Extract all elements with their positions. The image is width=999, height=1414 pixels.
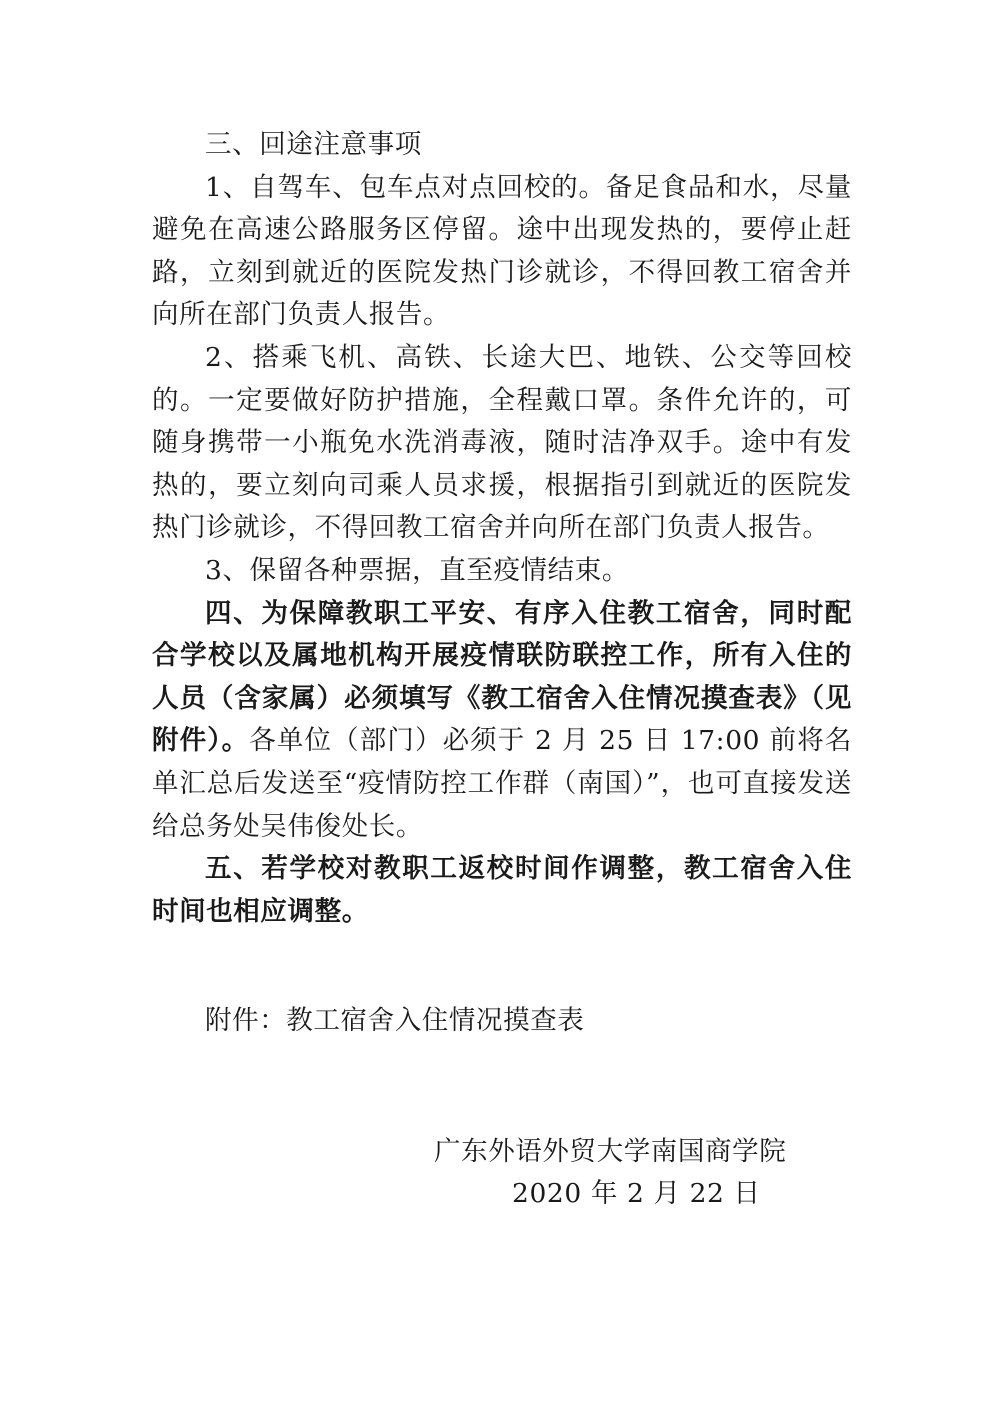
section-5-paragraph: 五、若学校对教职工返校时间作调整，教工宿舍入住时间也相应调整。: [152, 853, 852, 927]
section-3-heading: 三、回途注意事项: [205, 129, 422, 160]
section-4-paragraph: [152, 593, 852, 849]
attachment-line: 附件：教工宿舍入住情况摸查表: [205, 1005, 585, 1036]
section-3-item-1: 1、自驾车、包车点对点回校的。备足食品和水，尽量避免在高速公路服务区停留。途中出现发热的，要停止赶路，立刻到就近的医院发热门诊就诊，不得回教工宿舍并向所在部门负责人报告。: [152, 171, 852, 331]
signature-organization: 广东外语外贸大学南国商学院: [434, 1136, 787, 1167]
document-body: [152, 124, 852, 933]
signature-date: 2020 年 2 月 22 日: [512, 1178, 761, 1209]
section-4-bold-text: 四、为保障教职工平安、有序入住教工宿舍，同时配合学校以及属地机构开展疫情联防联控工作，所有入住的人员（含家属）必须填写《教工宿舍入住情况摸查表》（见附件）。: [152, 597, 852, 757]
section-4-normal-text: 各单位（部门）必须于 2 月 25 日 17:00 前将名单汇总后发送至“疫情防控工作群（南国）”，也可直接发送给总务处吴伟俊处长。: [152, 725, 853, 842]
section-3-item-2: 2、搭乘飞机、高铁、长途大巴、地铁、公交等回校的。一定要做好防护措施，全程戴口罩。条件允许的，可随身携带一小瓶免水洗消毒液，随时洁净双手。途中有发热的，要立刻向司乘人员求援，根据指引到就近的医院发热门诊就诊，不得回教工宿舍并向所在部门负责人报告。: [152, 341, 852, 544]
section-3-item-3: 3、保留各种票据，直至疫情结束。: [205, 554, 629, 586]
